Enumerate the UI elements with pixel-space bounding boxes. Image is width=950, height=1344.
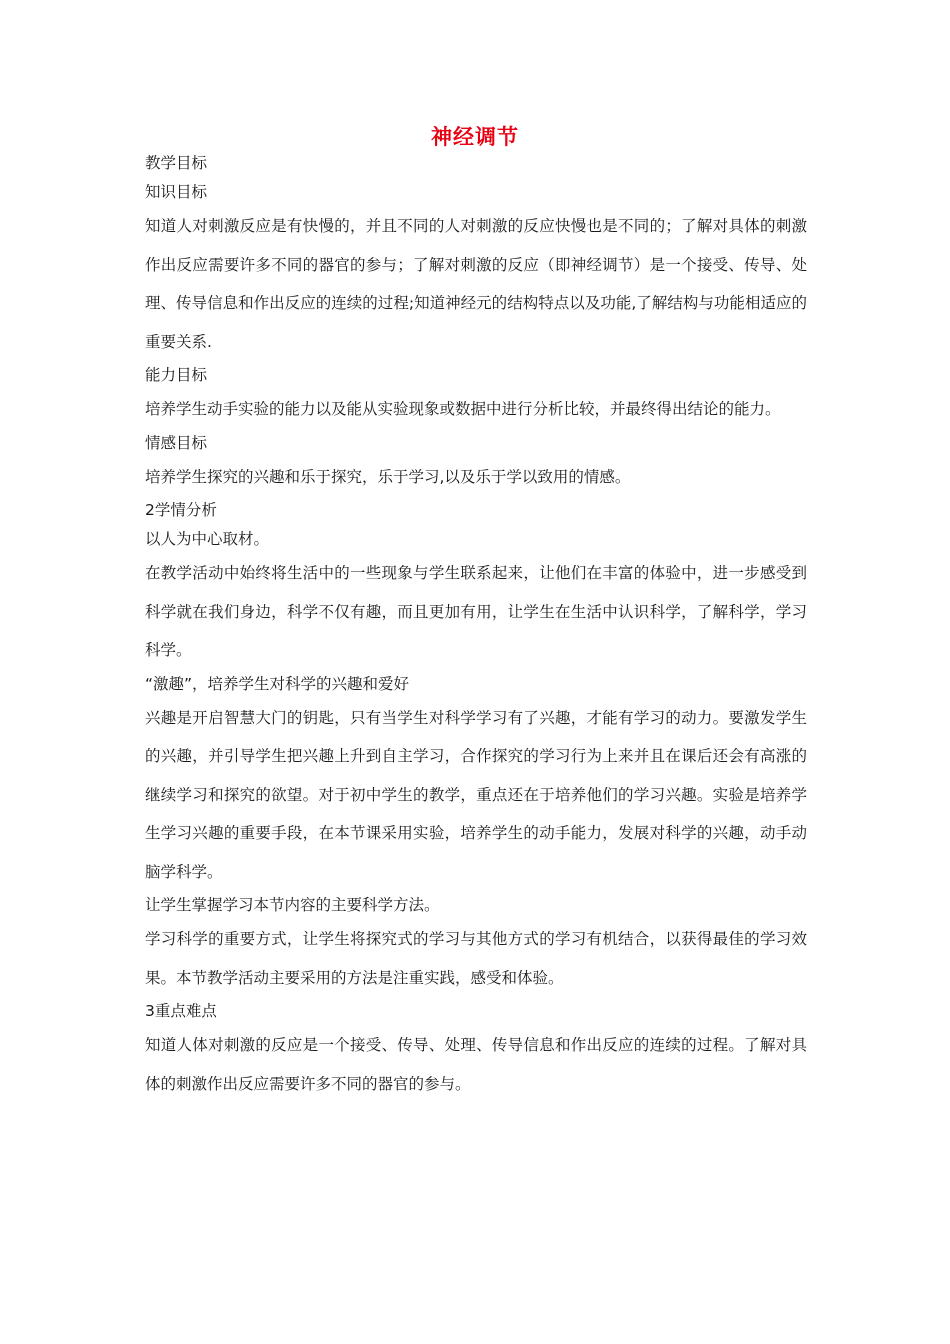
heading-science-methods: 让学生掌握学习本节内容的主要科学方法。 xyxy=(145,896,440,914)
paragraph-emotion-goals: 培养学生探究的兴趣和乐于探究，乐于学习,以及乐于学以致用的情感。 xyxy=(145,467,631,486)
paragraph-key-difficulties: 知道人体对刺激的反应是一个接受、传导、处理、传导信息和作出反应的连续的过程。了解对具体的刺激作出反应需要许多不同的器官的参与。 xyxy=(145,1036,807,1093)
heading-key-difficulties: 3重点难点 xyxy=(145,1002,217,1020)
heading-student-analysis: 2学情分析 xyxy=(145,501,217,519)
heading-people-centered: 以人为中心取材。 xyxy=(145,530,270,548)
paragraph-stimulate-interest: 兴趣是开启智慧大门的钥匙，只有当学生对科学学习有了兴趣，才能有学习的动力。要激发学生的兴趣，并引导学生把兴趣上升到自主学习，合作探究的学习行为上来并且在课后还会有高涨的继续学习和探究的欲望。对于初中学生的教学，重点还在于培养他们的学习兴趣。实验是培养学生学习兴趣的重要手段，在本节课采用实验，培养学生的动手能力，发展对科学的兴趣，动手动脑学科学。 xyxy=(145,708,807,881)
paragraph-ability-goals: 培养学生动手实验的能力以及能从实验现象或数据中进行分析比较，并最终得出结论的能力。 xyxy=(145,400,781,418)
paragraph-knowledge-goals: 知道人对刺激反应是有快慢的，并且不同的人对刺激的反应快慢也是不同的；了解对具体的刺激作出反应需要许多不同的器官的参与；了解对刺激的反应（即神经调节）是一个接受、传导、处理、传导信息和作出反应的连续的过程;知道神经元的结构特点以及功能,了解结构与功能相适应的重要关系. xyxy=(145,217,807,351)
heading-emotion-goals: 情感目标 xyxy=(145,433,208,452)
heading-ability-goals: 能力目标 xyxy=(145,366,208,384)
heading-teaching-goals: 教学目标 xyxy=(145,154,208,172)
paragraph-people-centered: 在教学活动中始终将生活中的一些现象与学生联系起来，让他们在丰富的体验中，进一步感受到科学就在我们身边，科学不仅有趣，而且更加有用，让学生在生活中认识科学，了解科学，学习科学。 xyxy=(145,564,807,659)
paragraph-science-methods: 学习科学的重要方式，让学生将探究式的学习与其他方式的学习有机结合，以获得最佳的学习效果。本节教学活动主要采用的方法是注重实践，感受和体验。 xyxy=(145,930,807,987)
document-title: 神经调节 xyxy=(431,125,519,149)
document-body xyxy=(145,149,807,1103)
heading-knowledge-goals: 知识目标 xyxy=(145,183,208,201)
heading-stimulate-interest: “激趣”，培养学生对科学的兴趣和爱好 xyxy=(145,674,410,693)
